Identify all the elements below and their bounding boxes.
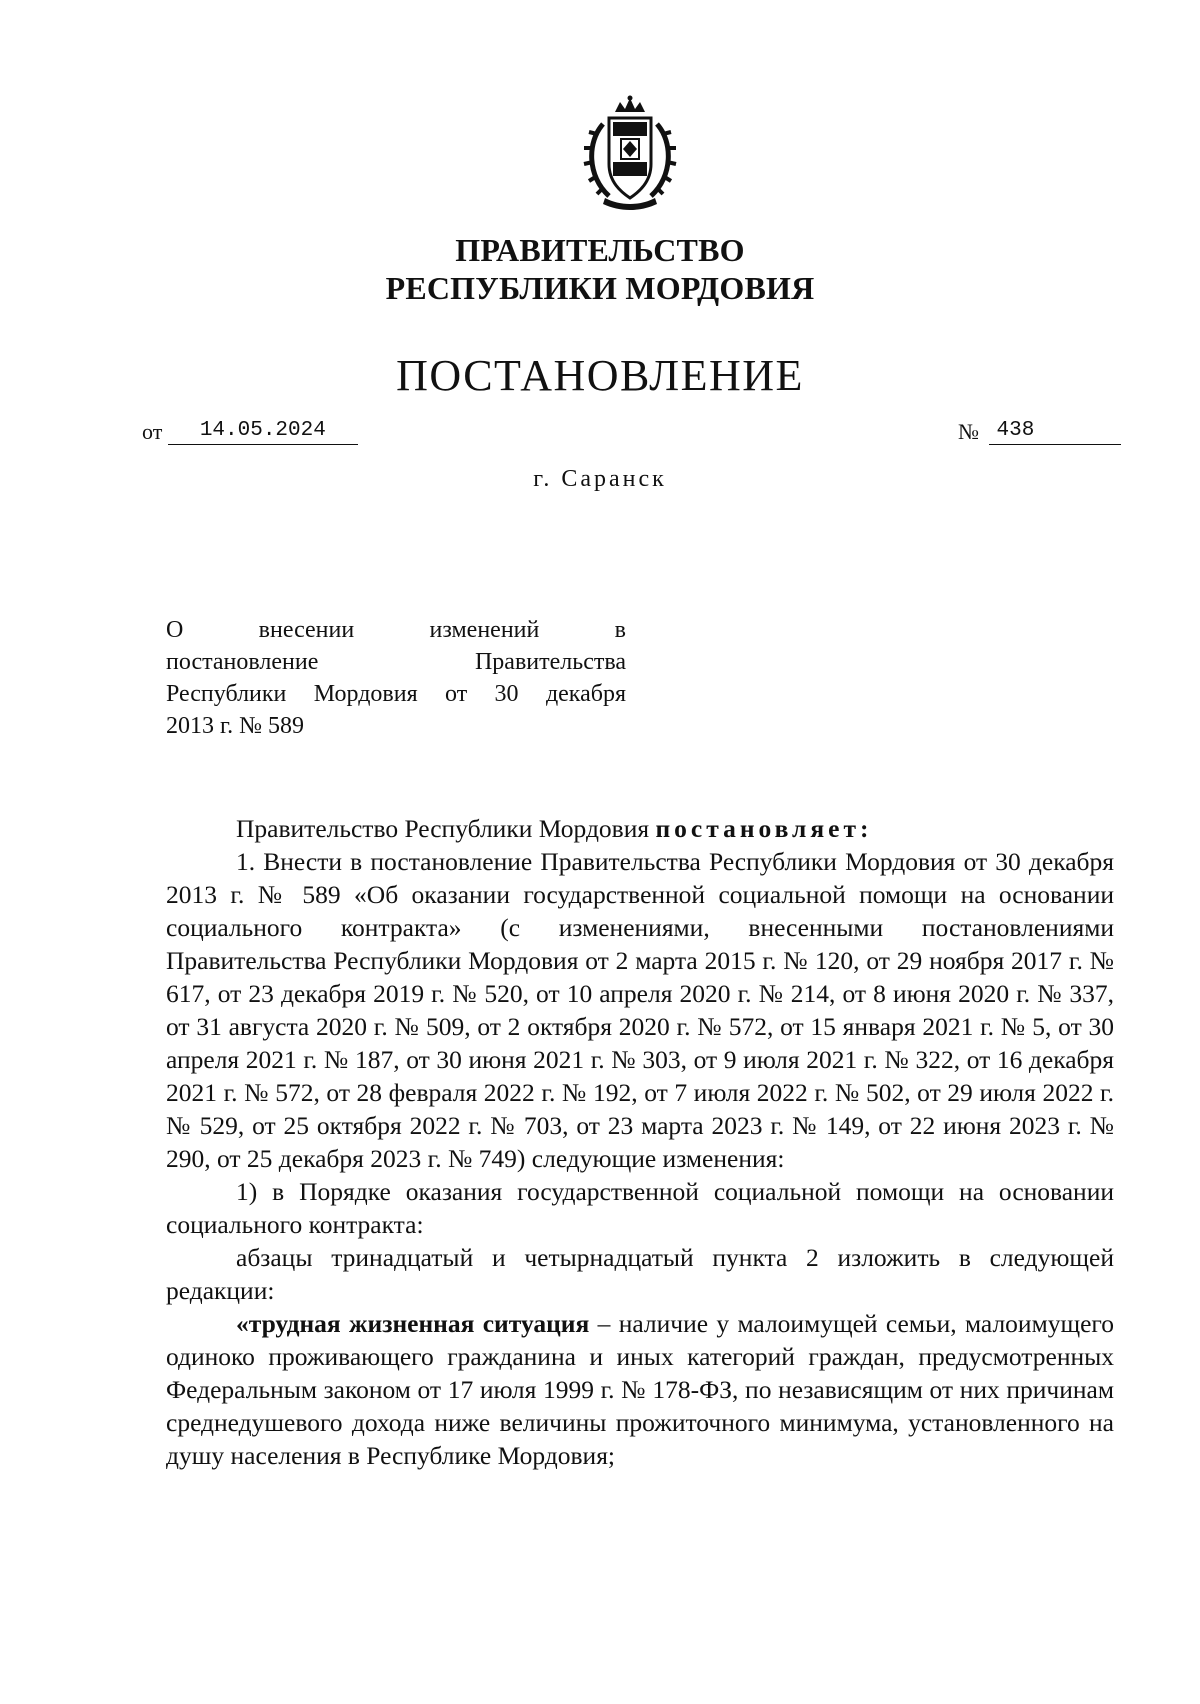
subject-line: постановление Правительства [166, 649, 626, 675]
subject-line: 2013 г. № 589 [166, 713, 305, 739]
city: г. Саранск [533, 466, 667, 492]
subject-block [166, 614, 626, 742]
subject-line: Республики Мордовия от 30 декабря [166, 681, 626, 707]
paragraph-instruction: абзацы тринадцатый и четырнадцатый пункта 2 изложить в следующей редакции: [166, 1243, 1114, 1305]
preamble-text: Правительство Республики Мордовия [236, 814, 650, 843]
government-title-line2: РЕСПУБЛИКИ МОРДОВИЯ [385, 270, 815, 306]
coat-of-arms-emblem [575, 94, 685, 214]
government-title-line1: ПРАВИТЕЛЬСТВО [455, 232, 745, 268]
document-body [166, 812, 1114, 1472]
date-block [142, 418, 358, 445]
date-label: от [142, 419, 163, 444]
preamble-action: постановляет: [655, 814, 873, 843]
definition-text: – наличие у малоимущей семьи, малоимущего одиноко проживающего гражданина и иных категорий граждан, предусмотренных Федеральным законом от 17 июля 1999 г. № 178-ФЗ, по независящим от них причинам среднедушевого дохода ниже величины прожиточного минимума, установленного на душу населения в Республике Мордовия; [166, 1309, 1114, 1470]
definition-term: «трудная жизненная ситуация [236, 1309, 590, 1338]
number-label: № [958, 419, 979, 444]
subitem-1: 1) в Порядке оказания государственной социальной помощи на основании социального контракта: [166, 1177, 1114, 1239]
item-1: 1. Внести в постановление Правительства Республики Мордовия от 30 декабря 2013 г. № 589 «Об оказании государственной социальной помощи на основании социального контракта» (с изменениями, внесенными постановлениями Правительства Республики Мордовия от 2 марта 2015 г. № 120, от 29 ноября 2017 г. № 617, от 23 декабря 2019 г. № 520, от 10 апреля 2020 г. № 214, от 8 июня 2020 г. № 337, от 31 августа 2020 г. № 509, от 2 октября 2020 г. № 572, от 15 января 2021 г. № 5, от 30 апреля 2021 г. № 187, от 30 июня 2021 г. № 303, от 9 июля 2021 г. № 322, от 16 декабря 2021 г. № 572, от 28 февраля 2022 г. № 192, от 7 июля 2022 г. № 502, от 29 июля 2022 г. № 529, от 25 октября 2022 г. № 703, от 23 марта 2023 г. № 149, от 22 июня 2023 г. № 290, от 25 декабря 2023 г. № 749) следующие изменения: [166, 847, 1114, 1173]
date-value: 14.05.2024 [168, 418, 358, 445]
number-value: 438 [989, 418, 1121, 445]
preamble [166, 812, 1114, 845]
document-type: ПОСТАНОВЛЕНИЕ [396, 351, 804, 400]
number-block [958, 418, 1121, 445]
subject-line: О внесении изменений в [166, 617, 626, 643]
definition-paragraph [166, 1307, 1114, 1472]
